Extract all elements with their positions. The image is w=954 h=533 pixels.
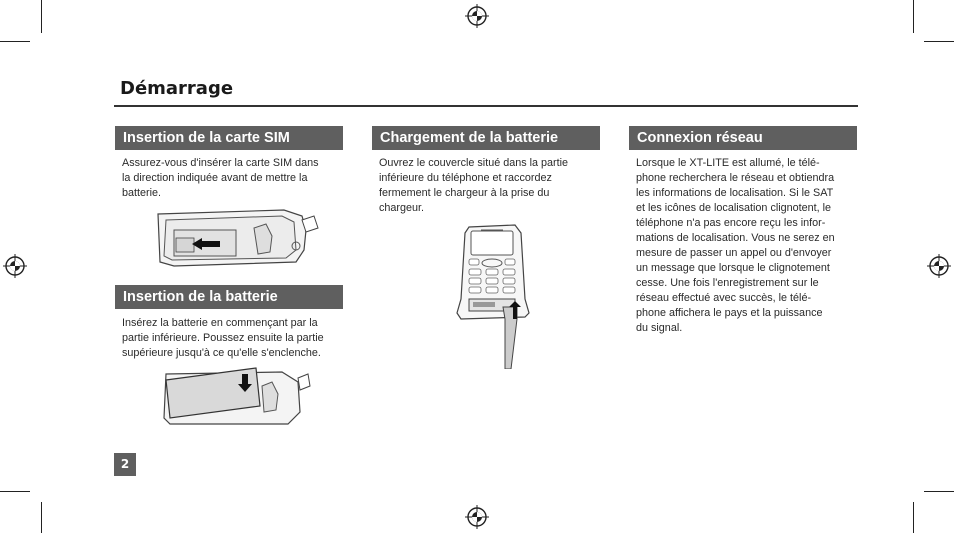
crop-mark <box>41 502 42 533</box>
section-heading-network: Connexion réseau <box>629 126 857 150</box>
text-line: Insérez la batterie en commençant par la <box>122 317 318 329</box>
registration-mark-icon <box>3 254 27 278</box>
text-line: du signal. <box>636 322 683 334</box>
crop-mark <box>924 41 954 42</box>
text-line: batterie. <box>122 187 162 199</box>
section-heading-charging: Chargement de la batterie <box>372 126 600 150</box>
text-line: réseau effectué avec succès, le télé- <box>636 292 812 304</box>
crop-mark <box>913 502 914 533</box>
crop-mark <box>0 491 30 492</box>
section-text-charging <box>379 156 604 216</box>
crop-mark <box>913 0 914 33</box>
registration-mark-icon <box>465 505 489 529</box>
text-line: téléphone n'a pas encore reçu les infor- <box>636 217 826 229</box>
text-line: phone recherchera le réseau et obtiendra <box>636 172 835 184</box>
text-line: fermement le chargeur à la prise du <box>379 187 550 199</box>
page-number: 2 <box>114 453 136 476</box>
text-line: partie inférieure. Poussez ensuite la partie <box>122 332 324 344</box>
section-text-battery-insert <box>122 316 347 361</box>
section-text-network <box>636 156 861 336</box>
section-heading-battery-insert: Insertion de la batterie <box>115 285 343 309</box>
text-line: Ouvrez le couvercle situé dans la partie <box>379 157 569 169</box>
registration-mark-icon <box>465 4 489 28</box>
crop-mark <box>41 0 42 33</box>
text-line: mations de localisation. Vous ne serez en <box>636 232 835 244</box>
title-rule <box>114 105 858 107</box>
text-line: et les icônes de localisation clignotent, le <box>636 202 832 214</box>
text-line: la direction indiquée avant de mettre la <box>122 172 308 184</box>
text-line: inférieure du téléphone et raccordez <box>379 172 552 184</box>
battery-insertion-illustration <box>160 366 312 428</box>
text-line: Assurez-vous d'insérer la carte SIM dans <box>122 157 319 169</box>
charging-illustration <box>455 223 537 369</box>
sim-insertion-illustration <box>154 206 320 268</box>
text-line: supérieure jusqu'à ce qu'elle s'enclenche. <box>122 347 321 359</box>
text-line: phone affichera le pays et la puissance <box>636 307 823 319</box>
section-text-sim <box>122 156 347 201</box>
text-line: chargeur. <box>379 202 425 214</box>
page-title: Démarrage <box>120 78 234 99</box>
registration-mark-icon <box>927 254 951 278</box>
text-line: les informations de localisation. Si le SAT <box>636 187 834 199</box>
text-line: un message que lorsque le clignotement <box>636 262 830 274</box>
section-heading-sim: Insertion de la carte SIM <box>115 126 343 150</box>
crop-mark <box>0 41 30 42</box>
text-line: Lorsque le XT-LITE est allumé, le télé- <box>636 157 820 169</box>
crop-mark <box>924 491 954 492</box>
text-line: cesse. Une fois l'enregistrement sur le <box>636 277 819 289</box>
text-line: mesure de passer un appel ou d'envoyer <box>636 247 832 259</box>
